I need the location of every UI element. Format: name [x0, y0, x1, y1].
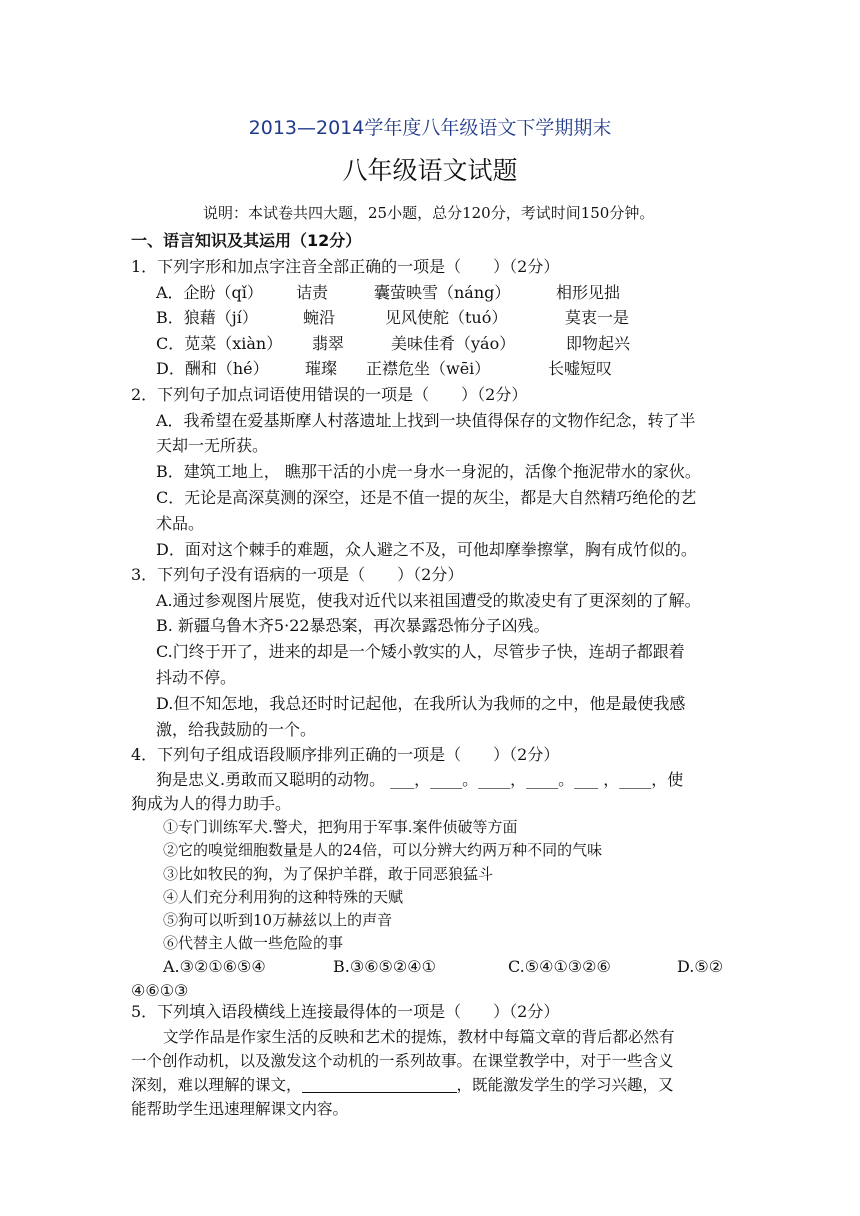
- question-2-option-b: B．建筑工地上， 瞧那干活的小虎一身水一身泥的，活像个拖泥带水的家伙。: [156, 462, 701, 481]
- exam-subtitle: 八年级语文试题: [342, 156, 518, 185]
- question-4-option-d: D.⑤②: [677, 957, 724, 976]
- question-4-stem: 4．下列句子组成语段顺序排列正确的一项是（ ）（2分）: [131, 745, 560, 764]
- exam-instructions: 说明：本试卷共四大题，25小题，总分120分，考试时间150分钟。: [203, 204, 655, 222]
- question-2-option-c-cont: 术品。: [156, 514, 205, 533]
- question-4-option-b: B.③⑥⑤②④①: [333, 957, 436, 976]
- question-4-item: ②它的嗅觉细胞数量是人的24倍，可以分辨大约两万种不同的气味: [163, 841, 603, 859]
- question-5-passage: 文学作品是作家生活的反映和艺术的提炼，教材中每篇文章的背后都必然有: [163, 1028, 675, 1046]
- question-4-item: ⑤狗可以听到10万赫兹以上的声音: [163, 911, 393, 929]
- question-4-item: ⑥代替主人做一些危险的事: [163, 934, 344, 952]
- question-4-item: ④人们充分利用狗的这种特殊的天赋: [163, 888, 404, 906]
- question-3-option-d-cont: 激，给我鼓励的一个。: [156, 720, 317, 739]
- question-2-stem: 2．下列句子加点词语使用错误的一项是（ ）（2分）: [131, 385, 528, 404]
- question-4-item: ①专门训练军犬.警犬，把狗用于军事.案件侦破等方面: [163, 818, 518, 836]
- question-3-option-c-cont: 抖动不停。: [156, 668, 237, 687]
- question-3-stem: 3．下列句子没有语病的一项是（ ）（2分）: [131, 565, 464, 584]
- question-4-option-c: C.⑤④①③②⑥: [508, 957, 611, 976]
- question-2-option-c: C．无论是高深莫测的深空，还是不值一提的灰尘，都是大自然精巧绝伦的艺: [156, 488, 697, 507]
- question-2-option-d: D．面对这个棘手的难题，众人避之不及，可他却摩拳擦掌，胸有成竹似的。: [156, 540, 697, 559]
- question-1-stem: 1．下列字形和加点字注音全部正确的一项是（ ）（2分）: [131, 257, 560, 276]
- exam-page: 2013—2014学年度八年级语文下学期期末 八年级语文试题 说明：本试卷共四大题，25小题，总分120分，考试时间150分钟。 一、语言知识及其运用（12分） 1．下列字形和加点字注音全部正确的一项是（ ）（2分） A．企盼（qǐ） 诘责 囊萤映雪（náng） 相形见拙 B．狼藉（jí） 蜿沿 见风使舵（tuó） 莫衷一是 C．苋菜（xiàn） 翡翠 美味佳肴（yáo） 即物起兴 D．酬和（hé） 璀璨 正襟危坐（wēi） 长嘘短叹 2．下列句子加点词语使用错误的一项是（ ）（2分） A．我希望在爱基斯摩人村落遗址上找到一块值得保存的文物作纪念，转了半 天却一无所获。 B．建筑工地上， 瞧那干活的小虎一身水一身泥的，活像个拖泥带水的家伙。 C．无论是高深莫测的深空，还是不值一提的灰尘，都是大自然精巧绝伦的艺 术品。 D．面对这个棘手的难题，众人避之不及，可他却摩拳擦掌，胸有成竹似的。 3．下列句子没有语病的一项是（ ）（2分） A.通过参观图片展览，使我对近代以来祖国遭受的欺凌史有了更深刻的了解。 B. 新疆乌鲁木齐5·22暴恐案，再次暴露恐怖分子凶残。 C.门终于开了，进来的却是一个矮小敦实的人，尽管步子快，连胡子都跟着 抖动不停。 D.但不知怎地，我总还时时记起他，在我所认为我师的之中，他是最使我感 激，给我鼓励的一个。 4．下列句子组成语段顺序排列正确的一项是（ ）（2分） 狗是忠义.勇敢而又聪明的动物。 ___，____。____，____。___ ，____，使 狗成为人的得力助手。 ①专门训练军犬.警犬，把狗用于军事.案件侦破等方面 ②它的嗅觉细胞数量是人的24倍，可以分辨大约两万种不同的气味 ③比如牧民的狗，为了保护羊群，敢于同恶狼猛斗 ④人们充分利用狗的这种特殊的天赋 ⑤狗可以听到10万赫兹以上的声音 ⑥代替主人做一些危险的事 A.③②①⑥⑤④ B.③⑥⑤②④① C.⑤④①③②⑥ D.⑤② ④⑥①③ 5．下列填入语段横线上连接最得体的一项是（ ）（2分） 文学作品是作家生活的反映和艺术的提炼，教材中每篇文章的背后都必然有 一个创作动机，以及激发这个动机的一系列故事。在课堂教学中，对于一些含义 深刻，难以理解的课文， ，既能激发学生的学习兴趣，又 能帮助学生迅速理解课文内容。: [0, 0, 860, 1216]
- question-3-option-a: A.通过参观图片展览，使我对近代以来祖国遭受的欺凌史有了更深刻的了解。: [156, 591, 701, 610]
- question-2-option-a-cont: 天却一无所获。: [156, 436, 269, 455]
- question-4-paragraph-cont: 狗成为人的得力助手。: [131, 794, 292, 813]
- question-2-option-a: A．我希望在爱基斯摩人村落遗址上找到一块值得保存的文物作纪念，转了半: [156, 411, 696, 430]
- question-5-passage: 一个创作动机，以及激发这个动机的一系列故事。在课堂教学中，对于一些含义: [131, 1052, 674, 1070]
- exam-title: 2013—2014学年度八年级语文下学期期末: [248, 117, 612, 139]
- question-3-option-c: C.门终于开了，进来的却是一个矮小敦实的人，尽管步子快，连胡子都跟着: [156, 642, 685, 661]
- section-heading: 一、语言知识及其运用（12分）: [131, 231, 362, 250]
- question-4-item: ③比如牧民的狗，为了保护羊群，敢于同恶狼猛斗: [163, 865, 494, 883]
- question-3-option-d: D.但不知怎地，我总还时时记起他，在我所认为我师的之中，他是最使我感: [156, 694, 686, 713]
- question-3-option-b: B. 新疆乌鲁木齐5·22暴恐案，再次暴露恐怖分子凶残。: [156, 616, 550, 635]
- answer-blank[interactable]: [302, 1076, 457, 1093]
- question-4-paragraph: 狗是忠义.勇敢而又聪明的动物。 ___，____。____，____。___ ，____，使: [156, 770, 684, 789]
- question-4-option-d-cont: ④⑥①③: [131, 981, 189, 1000]
- question-5-passage: 深刻，难以理解的课文， ，既能激发学生的学习兴趣，又: [131, 1076, 674, 1094]
- question-5-stem: 5．下列填入语段横线上连接最得体的一项是（ ）（2分）: [131, 1002, 560, 1021]
- question-5-passage: 能帮助学生迅速理解课文内容。: [131, 1100, 349, 1118]
- question-4-option-a: A.③②①⑥⑤④: [163, 957, 266, 976]
